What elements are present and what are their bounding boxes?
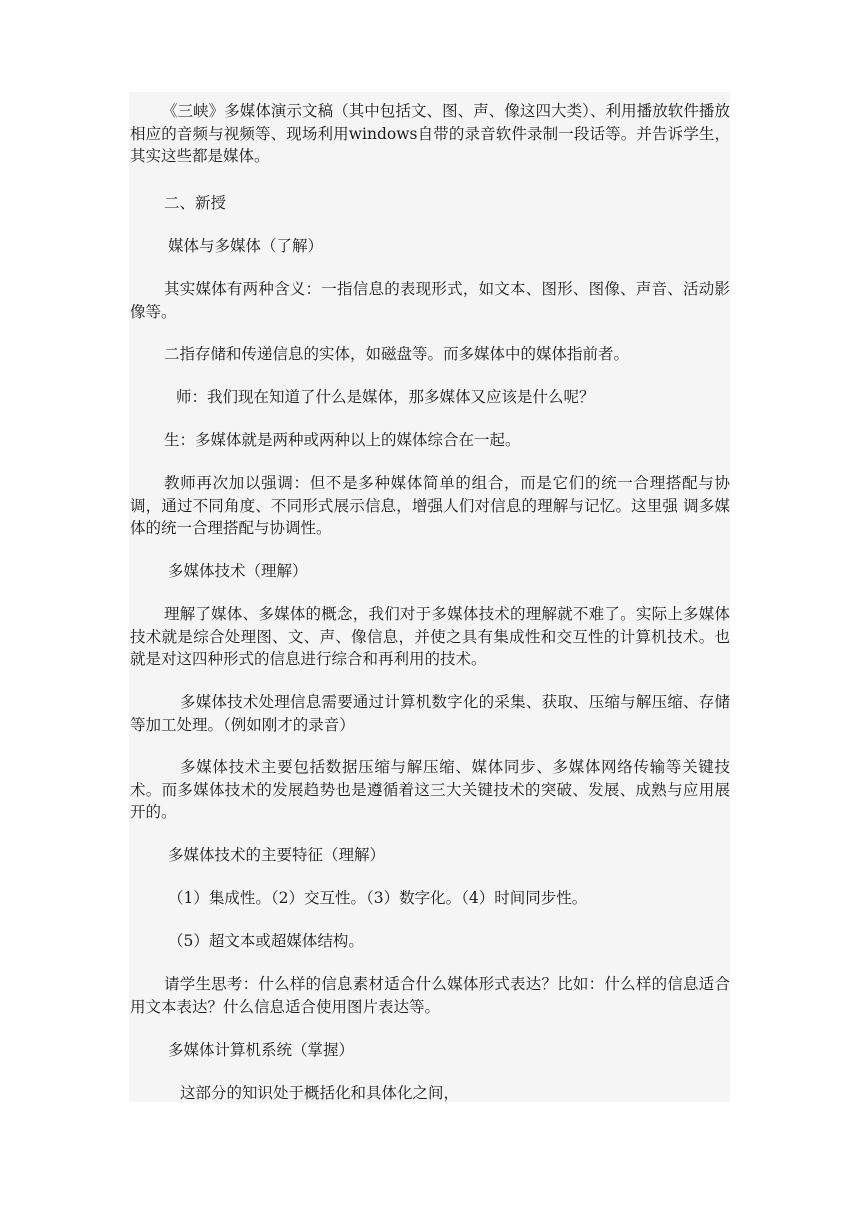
student-answer-paragraph: 生：多媒体就是两种或两种以上的媒体综合在一起。 [164, 431, 521, 449]
knowledge-level-paragraph: 这部分的知识处于概括化和具体化之间， [180, 1084, 460, 1102]
features-list-line-2: （5）超文本或超媒体结构。 [168, 932, 364, 950]
teacher-question-paragraph: 师：我们现在知道了什么是媒体，那多媒体又应该是什么呢？ [176, 388, 595, 406]
information-processing-paragraph: 多媒体技术处理信息需要通过计算机数字化的采集、获取、压缩与解压缩、存储等加工处理。（例如刚才的录音） [130, 693, 730, 734]
intro-paragraph: 《三峡》多媒体演示文稿（其中包括文、图、声、像这四大类）、利用播放软件播放相应的音频与视频等、现场利用windows自带的录音软件录制一段话等。并告诉学生，其实这些都是媒体。 [130, 102, 730, 165]
subheading-multimedia-technology: 多媒体技术（理解） [168, 562, 308, 580]
teacher-emphasis-paragraph: 教师再次加以强调：但不是多种媒体简单的组合，而是它们的统一合理搭配与协调，通过不同角度、不同形式展示信息，增强人们对信息的理解与记忆。这里强 调多媒体的统一合理搭配与协调性。 [130, 474, 730, 537]
media-definition-paragraph: 其实媒体有两种含义：一指信息的表现形式，如文本、图形、图像、声音、活动影像等。 [130, 280, 730, 321]
subheading-multimedia-computer-system: 多媒体计算机系统（掌握） [168, 1041, 355, 1059]
multimedia-technology-paragraph: 理解了媒体、多媒体的概念，我们对于多媒体技术的理解就不难了。实际上多媒体技术就是综合处理图、文、声、像信息，并使之具有集成性和交互性的计算机技术。也就是对这四种形式的信息进行综合和再利用的技术。 [130, 605, 730, 668]
student-thinking-paragraph: 请学生思考：什么样的信息素材适合什么媒体形式表达？比如：什么样的信息适合用文本表达？什么信息适合使用图片表达等。 [130, 975, 730, 1016]
subheading-media-and-multimedia: 媒体与多媒体（了解） [168, 237, 324, 255]
storage-entity-paragraph: 二指存储和传递信息的实体，如磁盘等。而多媒体中的媒体指前者。 [164, 345, 630, 363]
features-list-line-1: （1）集成性。（2）交互性。（3）数字化。（4）时间同步性。 [168, 889, 588, 907]
section-heading-new-lesson: 二、新授 [164, 194, 227, 212]
key-technologies-paragraph: 多媒体技术主要包括数据压缩与解压缩、媒体同步、多媒体网络传输等关键技术。而多媒体技术的发展趋势也是遵循着这三大关键技术的突破、发展、成熟与应用展开的。 [130, 758, 730, 821]
subheading-main-features: 多媒体技术的主要特征（理解） [168, 846, 386, 864]
